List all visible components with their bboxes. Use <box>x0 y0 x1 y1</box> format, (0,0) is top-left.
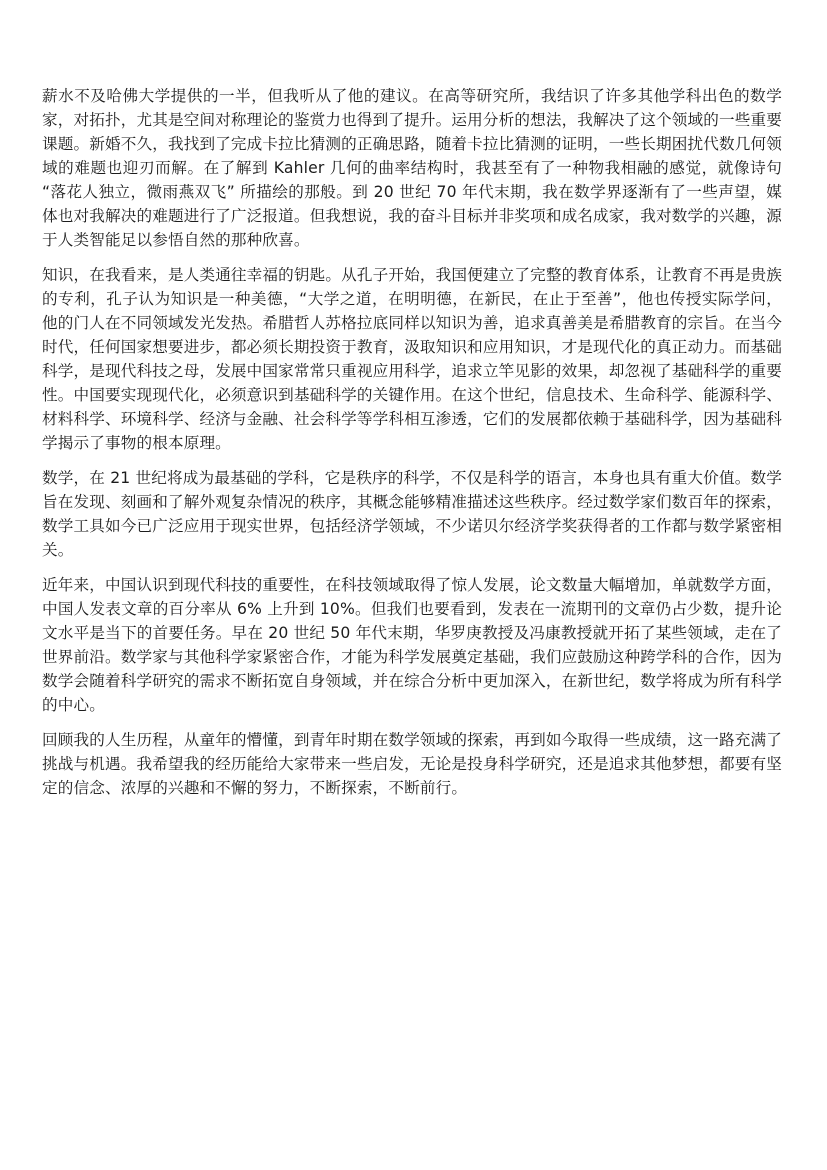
paragraph-3: 数学，在 21 世纪将成为最基础的学科，它是秩序的科学，不仅是科学的语言，本身也具有重大价值。数学旨在发现、刻画和了解外观复杂情况的秩序，其概念能够精准描述这些秩序。经过数学家们数百年的探索，数学工具如今已广泛应用于现实世界，包括经济学领域，不少诺贝尔经济学奖获得者的工作都与数学紧密相关。 <box>42 469 782 559</box>
document-body <box>42 84 782 811</box>
paragraph-4: 近年来，中国认识到现代科技的重要性，在科技领域取得了惊人发展，论文数量大幅增加，单就数学方面，中国人发表文章的百分率从 6% 上升到 10%。但我们也要看到，发表在一流期刊的文章仍占少数，提升论文水平是当下的首要任务。早在 20 世纪 50 年代末期，华罗庚教授及冯康教授就开拓了某些领域，走在了世界前沿。数学家与其他科学家紧密合作，才能为科学发展奠定基础，我们应鼓励这种跨学科的合作，因为数学会随着科学研究的需求不断拓宽自身领域，并在综合分析中更加深入，在新世纪，数学将成为所有科学的中心。 <box>42 576 782 714</box>
paragraph-2: 知识，在我看来，是人类通往幸福的钥匙。从孔子开始，我国便建立了完整的教育体系，让教育不再是贵族的专利，孔子认为知识是一种美德，“大学之道，在明明德，在新民，在止于至善”，他也传授实际学问，他的门人在不同领域发光发热。希腊哲人苏格拉底同样以知识为善，追求真善美是希腊教育的宗旨。在当今时代，任何国家想要进步，都必须长期投资于教育，汲取知识和应用知识，才是现代化的真正动力。而基础科学，是现代科技之母，发展中国家常常只重视应用科学，追求立竿见影的效果，却忽视了基础科学的重要性。中国要实现现代化，必须意识到基础科学的关键作用。在这个世纪，信息技术、生命科学、能源科学、材料科学、环境科学、经济与金融、社会科学等学科相互渗透，它们的发展都依赖于基础科学，因为基础科学揭示了事物的根本原理。 <box>42 266 782 452</box>
paragraph-5: 回顾我的人生历程，从童年的懵懂，到青年时期在数学领域的探索，再到如今取得一些成绩，这一路充满了挑战与机遇。我希望我的经历能给大家带来一些启发，无论是投身科学研究，还是追求其他梦想，都要有坚定的信念、浓厚的兴趣和不懈的努力，不断探索，不断前行。 <box>42 731 782 797</box>
paragraph-1: 薪水不及哈佛大学提供的一半，但我听从了他的建议。在高等研究所，我结识了许多其他学科出色的数学家，对拓扑，尤其是空间对称理论的鉴赏力也得到了提升。运用分析的想法，我解决了这个领域的一些重要课题。新婚不久，我找到了完成卡拉比猜测的正确思路，随着卡拉比猜测的证明，一些长期困扰代数几何领域的难题也迎刃而解。在了解到 Kahler 几何的曲率结构时，我甚至有了一种物我相融的感觉，就像诗句 “落花人独立，微雨燕双飞” 所描绘的那般。到 20 世纪 70 年代末期，我在数学界逐渐有了一些声望，媒体也对我解决的难题进行了广泛报道。但我想说，我的奋斗目标并非奖项和成名成家，我对数学的兴趣，源于人类智能足以参悟自然的那种欣喜。 <box>42 87 782 249</box>
